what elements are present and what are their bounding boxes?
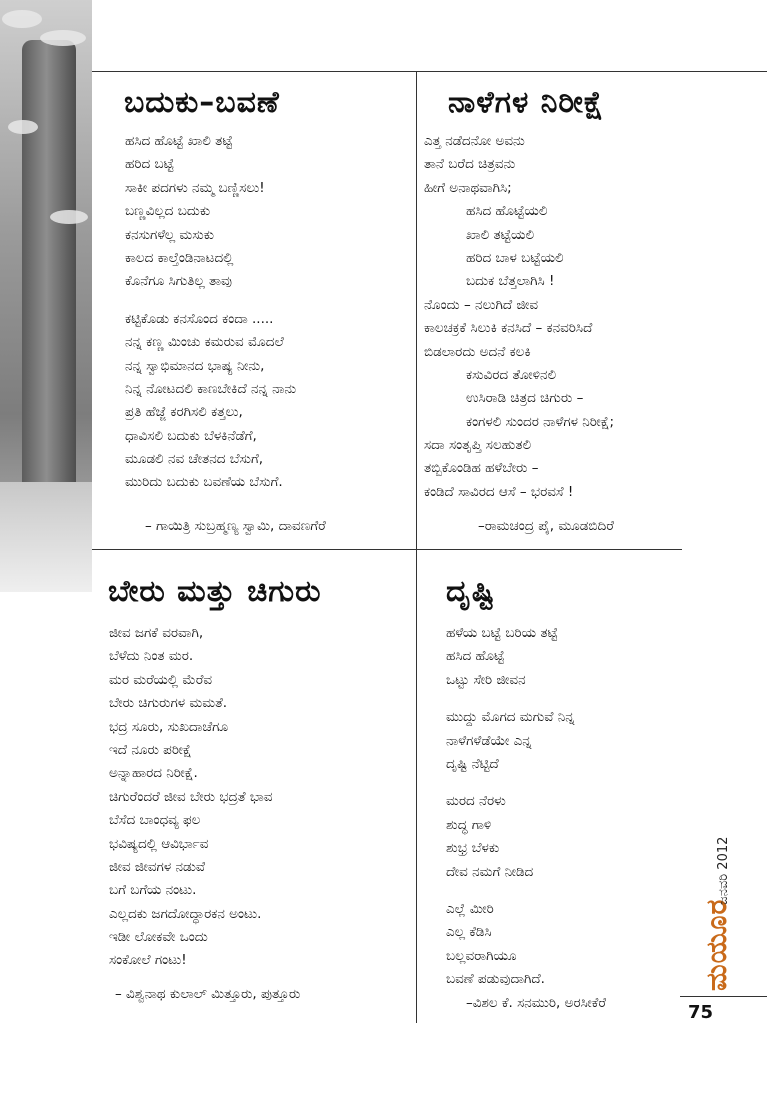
ground-image bbox=[0, 482, 92, 592]
poem-line: ಕಂಗಳಲಿ ಸುಂದರ ನಾಳೆಗಳ ನಿರೀಕ್ಷೆ; bbox=[466, 413, 615, 430]
stanza-gap bbox=[446, 776, 575, 790]
poem-line: ತಾನೆ ಬರೆದ ಚಿತ್ರವನು bbox=[424, 156, 516, 173]
column-divider bbox=[416, 71, 417, 1023]
poem-line: ಎಲ್ಲದಕು ಜಗದೋದ್ಧಾರಕನ ಅಂಟು. bbox=[109, 905, 262, 922]
poem-author: –ರಾಮಚಂದ್ರ ಪೈ, ಮೂಡಬಿದಿರೆ bbox=[478, 518, 614, 534]
poem-line: ಬದುಕ ಬೆತ್ತಲಾಗಿಸಿ ! bbox=[466, 273, 555, 290]
stanza-gap bbox=[125, 294, 296, 308]
poem-body bbox=[424, 130, 614, 504]
poem-line: ಮುದ್ದು ಮೊಗದ ಮಗುವೆ ನಿನ್ನ bbox=[446, 709, 575, 726]
poem-line: ಹರಿದ ಬಾಳ ಬಟ್ಟೆಯಲಿ bbox=[466, 249, 564, 266]
top-rule bbox=[92, 71, 767, 72]
leaf-image bbox=[40, 30, 86, 46]
poem-title: ನಾಳೆಗಳ ನಿರೀಕ್ಷೆ bbox=[448, 85, 605, 120]
poem-line: ಜೀವ ಜೀವಗಳ ನಡುವೆ bbox=[109, 858, 206, 875]
poem-line: ಹಳೆಯ ಬಟ್ಟೆ ಬರಿಯ ತಟ್ಟೆ bbox=[446, 625, 558, 641]
poem-line: ಮುರಿದು ಬದುಕು ಬವಣೆಯ ಬೆಸುಗೆ. bbox=[125, 474, 283, 491]
poem-body bbox=[109, 622, 273, 973]
poem-line: ಬವಣೆ ಪಡುವುದಾಗಿದೆ. bbox=[446, 971, 545, 988]
poem-line: ಹಸಿದ ಹೊಟ್ಟೆಯಲಿ bbox=[466, 203, 548, 220]
issue-date: ಜನವರಿ 2012 bbox=[716, 836, 731, 905]
poem-line: ಇದೆ ನೂರು ಪರೀಕ್ಷೆ bbox=[109, 741, 192, 758]
poem-line: ನೊಂದು – ನಲುಗಿದೆ ಜೀವ bbox=[424, 296, 539, 313]
poem-title: ದೃಷ್ಟಿ bbox=[446, 574, 496, 609]
poem-line: ದೇವ ನಮಗೆ ನೀಡಿದ bbox=[446, 863, 534, 880]
poem-line: ಕೊನೆಗೂ ಸಿಗುತಿಲ್ಲ ತಾವು bbox=[125, 273, 232, 290]
poem-title: ಬೇರು ಮತ್ತು ಚಿಗುರು bbox=[108, 574, 322, 609]
middle-rule bbox=[92, 549, 682, 550]
tree-trunk-image bbox=[22, 40, 76, 540]
poem-line: ಎತ್ತ ನಡೆದನೋ ಅವನು bbox=[424, 133, 525, 149]
poem-line: ಮೂಡಲಿ ನವ ಚೇತನದ ಬೆಸುಗೆ, bbox=[125, 451, 264, 468]
poem-line: ಭವಿಷ್ಯದಲ್ಲಿ ಆವಿರ್ಭಾವ bbox=[109, 835, 209, 852]
tree-photo bbox=[0, 0, 92, 592]
poem-author: – ಗಾಯಿತ್ರಿ ಸುಬ್ರಹ್ಮಣ್ಯ ಸ್ವಾಮಿ, ದಾವಣಗೆರೆ bbox=[145, 518, 326, 534]
leaf-image bbox=[2, 10, 42, 28]
poem-line: ಮರ ಮರೆಯಲ್ಲಿ ಮೆರೆವ bbox=[109, 671, 213, 688]
poem-line: ಖಾಲಿ ತಟ್ಟೆಯಲಿ bbox=[466, 226, 535, 243]
poem-line: ಎಲ್ಲೆ ಮೀರಿ bbox=[446, 900, 494, 917]
poem-line: ಎಲ್ಲ ಕೆಡಿಸಿ bbox=[446, 924, 492, 941]
poem-line: ನಿನ್ನ ನೋಟದಲಿ ಕಾಣಬೇಕಿದೆ ನನ್ನ ನಾನು bbox=[125, 380, 297, 397]
poem-line: ಹರಿದ ಬಟ್ಟೆ bbox=[125, 156, 174, 173]
page-number: 75 bbox=[688, 1002, 714, 1023]
poem-line: ಬೆಸೆದ ಬಾಂಧವ್ಯ ಫಲ bbox=[109, 812, 201, 829]
poem-body bbox=[125, 130, 296, 495]
poem-title: ಬದುಕು–ಬವಣೆ bbox=[124, 85, 280, 120]
poem-line: ಬೆಳೆದು ನಿಂತ ಮರ. bbox=[109, 648, 194, 665]
poem-line: ಕಾಲಚಕ್ರಕೆ ಸಿಲುಕಿ ಕನಸಿದೆ – ಕನವರಿಸಿದೆ bbox=[424, 320, 593, 337]
leaf-image bbox=[8, 120, 38, 134]
poem-line: ಕಂಡಿದೆ ಸಾವಿರದ ಆಸೆ – ಭರವಸೆ ! bbox=[424, 483, 574, 500]
poem-line: ಹೀಗೆ ಅನಾಥವಾಗಿಸಿ; bbox=[424, 179, 512, 196]
poem-line: ಒಟ್ಟು ಸೇರಿ ಜೀವನ bbox=[446, 671, 526, 688]
poem-line: ಅನ್ನಾಹಾರದ ನಿರೀಕ್ಷೆ. bbox=[109, 765, 198, 782]
poem-line: ಹಸಿದ ಹೊಟ್ಟೆ bbox=[446, 648, 505, 665]
poem-line: ಹಸಿದ ಹೊಟ್ಟೆ ಖಾಲಿ ತಟ್ಟೆ bbox=[125, 133, 233, 149]
poem-body bbox=[446, 622, 575, 991]
poem-line: ಪ್ರತಿ ಹೆಜ್ಜೆ ಕರಗಿಸಲಿ ಕತ್ತಲು, bbox=[125, 404, 243, 421]
poem-line: ಕನಸುಗಳೆಲ್ಲ ಮಸುಕು bbox=[125, 226, 215, 243]
poem-line: ತಬ್ಬಿಕೊಂಡಿಹ ಹಳೆಬೇರು – bbox=[424, 460, 539, 477]
leaf-image bbox=[50, 210, 88, 224]
poem-line: ಮರದ ನೆರಳು bbox=[446, 793, 506, 810]
poem-author: – ವಿಶ್ವನಾಥ ಕುಲಾಲ್ ಮಿತ್ತೂರು, ಪುತ್ತೂರು bbox=[115, 986, 301, 1002]
poem-line: ನನ್ನ ಕಣ್ಣ ಮಿಂಚು ಕಮರುವ ಮೊದಲೆ bbox=[125, 334, 284, 351]
poem-line: ಸದಾ ಸಂತೃಪ್ತಿ ಸಲಹುತಲಿ bbox=[424, 437, 532, 454]
stanza-gap bbox=[446, 692, 575, 706]
poem-line: ಸಾಕೀ ಪದಗಳು ನಮ್ಮ ಬಣ್ಣಿಸಲು! bbox=[125, 179, 265, 196]
poem-line: ಬಲ್ಲವರಾಗಿಯೂ bbox=[446, 947, 517, 964]
page-number-rule bbox=[680, 996, 767, 997]
poem-line: ದೃಷ್ಟಿ ನೆಟ್ಟಿದೆ bbox=[446, 755, 499, 772]
poem-line: ಶುದ್ಧ ಗಾಳಿ bbox=[446, 816, 492, 833]
poem-line: ಬೇರು ಚಿಗುರುಗಳ ಮಮತೆ. bbox=[109, 695, 228, 712]
poem-line: ಚಿಗುರೆಂದರೆ ಜೀವ ಬೇರು ಭದ್ರತೆ ಭಾವ bbox=[109, 788, 273, 805]
poem-line: ನಾಳೆಗಳೆಡೆಯೇ ಎನ್ನ bbox=[446, 732, 532, 749]
poem-line: ಬಗೆ ಬಗೆಯ ನಂಟು. bbox=[109, 882, 197, 899]
poem-line: ನನ್ನ ಸ್ವಾಭಿಮಾನದ ಭಾಷ್ಯ ನೀನು, bbox=[125, 357, 265, 374]
magazine-masthead: ಮಯೂರ bbox=[700, 898, 733, 991]
poem-line: ಭದ್ರ ಸೂರು, ಸುಖದಾಚೆಗೂ bbox=[109, 718, 229, 735]
poem-line: ಕಾಲದ ಕಾಲ್ತೆಂಡಿನಾಟದಲ್ಲಿ bbox=[125, 249, 234, 266]
poem-line: ಕಟ್ಟಿಕೊಡು ಕನಸೊಂದ ಕಂದಾ ..... bbox=[125, 310, 274, 327]
poem-line: ಶುಭ್ರ ಬೆಳಕು bbox=[446, 840, 500, 857]
poem-line: ಸಂಕೋಲೆ ಗಂಟು! bbox=[109, 952, 187, 969]
poem-author: –ವಿಶಲ ಕೆ. ಸನಮುರಿ, ಅರಸೀಕೆರೆ bbox=[466, 995, 606, 1011]
poem-line: ಬಿಡಲಾರದು ಅದನೆ ಕಲಕಿ bbox=[424, 343, 531, 360]
stanza-gap bbox=[446, 884, 575, 898]
poem-line: ಕಸುವಿರದ ತೋಳಿನಲಿ bbox=[466, 366, 557, 383]
poem-line: ಬಣ್ಣವಿಲ್ಲದ ಬದುಕು bbox=[125, 203, 211, 220]
poem-line: ಉಸಿರಾಡಿ ಚಿತ್ರದ ಚಿಗುರು – bbox=[466, 390, 584, 407]
poem-line: ಜೀವ ಜಗಕೆ ವರವಾಗಿ, bbox=[109, 625, 204, 641]
poem-line: ಧಾವಿಸಲಿ ಬದುಕು ಬೆಳಕಿನೆಡೆಗೆ, bbox=[125, 427, 257, 444]
poem-line: ಇಡೀ ಲೋಕವೇ ಒಂದು bbox=[109, 929, 208, 946]
